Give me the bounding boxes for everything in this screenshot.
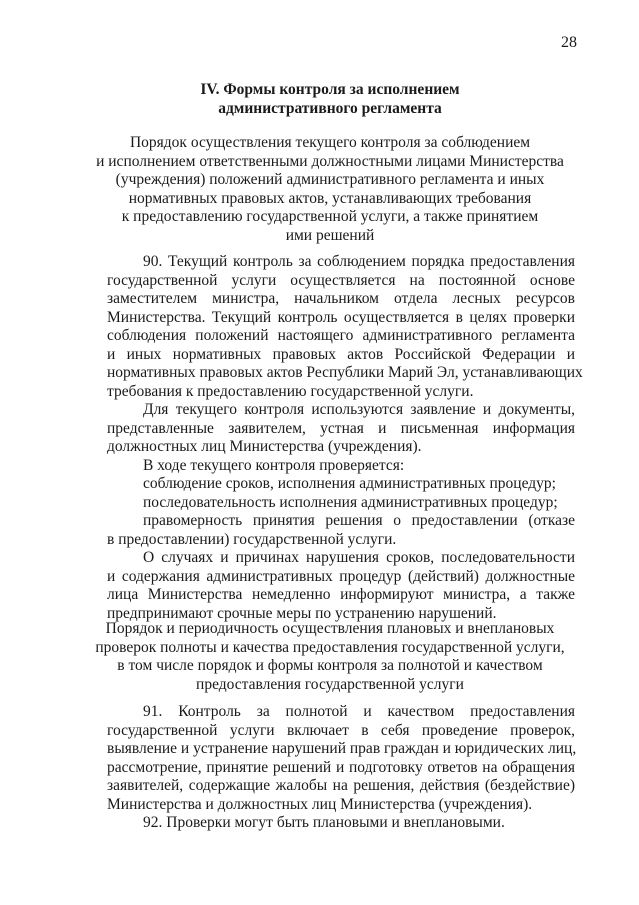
text-line: должностных лиц Министерства (учреждения). xyxy=(107,438,422,455)
text-line: О случаях и причинах нарушения сроков, последовательности xyxy=(143,549,575,566)
text-line: Для текущего контроля используются заявление и документы, xyxy=(143,401,575,418)
text-line: в предоставлении) государственной услуги. xyxy=(107,530,397,548)
text-line: лица Министерства немедленно информируют министра, а также xyxy=(107,586,575,603)
subsection-heading-inspections xyxy=(60,620,600,694)
text-line: Министерства и должностных лиц Министерства (учреждения). xyxy=(107,795,533,813)
text-line: соблюдения положений настоящего административного регламента xyxy=(107,327,575,344)
text-line: предпринимают срочные меры по устранению нарушений. xyxy=(107,604,497,622)
paragraph-block-91 xyxy=(107,703,575,833)
text-line: 90. Текущий контроль за соблюдением порядка предоставления xyxy=(143,253,575,270)
text-line: соблюдение сроков, исполнения административных процедур; xyxy=(143,475,556,492)
page-number: 28 xyxy=(561,34,577,51)
subheading-line: и исполнением ответственными должностными лицами Министерства xyxy=(96,152,564,170)
text-line: В ходе текущего контроля проверяется: xyxy=(143,456,405,474)
text-line: представленные заявителем, устная и письменная информация xyxy=(107,419,575,437)
subheading-line: Порядок и периодичность осуществления плановых и внеплановых xyxy=(105,620,555,637)
subheading-line: в том числе порядок и формы контроля за полнотой и качеством xyxy=(117,657,543,674)
subheading-line: нормативных правовых актов, устанавливающих требования xyxy=(128,189,532,207)
paragraph-block-90 xyxy=(107,253,583,623)
text-line: нормативных правовых актов Республики Марий Эл, устанавливающих xyxy=(107,364,583,381)
text-line: Министерства. Текущий контроль осуществляется в целях проверки xyxy=(107,308,575,326)
section-title xyxy=(60,81,600,118)
section-title-line: административного регламента xyxy=(218,99,442,117)
text-line: и иных нормативных правовых актов Российской Федерации и xyxy=(107,345,575,363)
text-line: заявителей, содержащие жалобы на решения, действия (бездействие) xyxy=(107,777,575,794)
text-line: правомерность принятия решения о предоставлении (отказе xyxy=(143,512,575,529)
subheading-line: предоставления государственной услуги xyxy=(196,675,464,693)
text-line: 91. Контроль за полнотой и качеством предоставления xyxy=(143,703,575,720)
subheading-line: к предоставлению государственной услуги, а также принятием xyxy=(121,208,539,225)
text-line: требования к предоставлению государственной услуги. xyxy=(107,382,474,400)
subheading-line: Порядок осуществления текущего контроля за соблюдением xyxy=(129,134,531,151)
text-line: государственной услуги осуществляется на постоянной основе xyxy=(107,271,575,289)
text-line: заместителем министра, начальником отдела лесных ресурсов xyxy=(107,290,575,307)
section-title-line: IV. Формы контроля за исполнением xyxy=(200,81,460,98)
subheading-line: проверок полноты и качества предоставления государственной услуги, xyxy=(95,638,565,656)
subsection-heading-current-control xyxy=(60,134,600,245)
text-line: выявление и устранение нарушений прав граждан и юридических лиц, xyxy=(107,740,577,757)
text-line: рассмотрение, принятие решений и подготовку ответов на обращения xyxy=(107,758,575,776)
text-line: последовательность исполнения административных процедур; xyxy=(143,493,558,511)
text-line: государственной услуги включает в себя проведение проверок, xyxy=(107,721,575,739)
subheading-line: ими решений xyxy=(285,226,375,244)
subheading-line: (учреждения) положений административного регламента и иных xyxy=(115,171,545,188)
text-line: 92. Проверки могут быть плановыми и внеплановыми. xyxy=(143,814,505,831)
text-line: и содержания административных процедур (действий) должностные xyxy=(107,567,575,585)
